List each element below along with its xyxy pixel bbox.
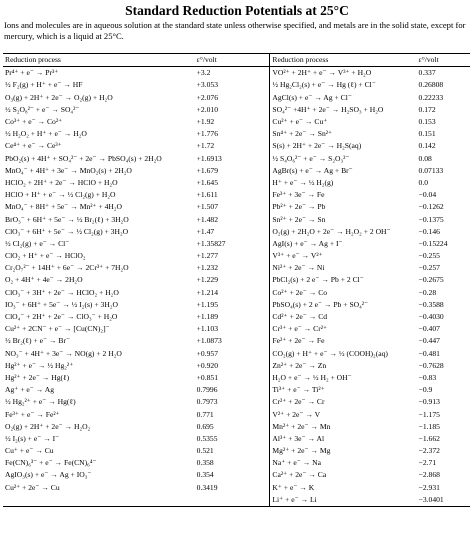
left-process-cell: MnO₄⁻ + 8H⁺ + 5e⁻ → Mn²⁺ + 4H₂O [5, 202, 123, 212]
right-process-cell: Ti³⁺ + e⁻ → Ti²⁺ [272, 385, 325, 395]
right-process-cell: Sn²⁺ + 2e⁻ → Sn [272, 214, 326, 224]
right-potential-cell: 0.142 [418, 141, 436, 151]
left-potential-cell: 0.7973 [195, 396, 270, 408]
right-process-cell: VO²⁺ + 2H⁺ + e⁻ → V³⁺ + H₂O [272, 68, 372, 78]
left-potential-cell: +1.72 [195, 140, 270, 152]
left-process-cell: Cu⁺ + e⁻ → Cu [5, 446, 54, 456]
table-row [3, 335, 470, 347]
table-row [3, 262, 470, 274]
left-potential-cell: +1.611 [195, 189, 270, 201]
left-potential-cell: +1.645 [195, 177, 270, 189]
right-potential-cell: −0.4030 [418, 312, 444, 322]
table-row [3, 348, 470, 360]
right-potential-cell: 0.0 [418, 177, 429, 187]
left-potential-cell: 0.5355 [195, 433, 270, 445]
right-process-cell: PbCl₂(s) + 2 e⁻ → Pb + 2 Cl⁻ [272, 275, 364, 285]
table-row [3, 67, 470, 80]
left-potential-cell: +1.214 [195, 287, 270, 299]
right-process-cell: H₂O + e⁻ → ½ H₂ + OH⁻ [272, 372, 352, 382]
right-process-cell: Al³⁺ + 3e⁻ → Al [272, 433, 325, 443]
right-potential-cell: 0.337 [418, 68, 436, 78]
right-process-cell: Ca²⁺ + 2e⁻ → Ca [272, 470, 327, 480]
right-process-cell: Li⁺ + e⁻ → Li [270, 494, 417, 507]
right-potential-cell: −0.04 [418, 190, 437, 200]
right-potential-cell: −0.28 [418, 287, 437, 297]
left-potential-cell: 0.354 [195, 469, 270, 481]
right-process-cell: Na⁺ + e⁻ → Na [272, 458, 321, 468]
right-process-cell: Mn²⁺ + 2e⁻ → Mn [272, 421, 331, 431]
table-row [3, 372, 470, 384]
table-row [3, 140, 470, 152]
left-potential-cell: +1.482 [195, 213, 270, 225]
right-potential-cell: −3.0401 [417, 494, 470, 507]
right-process-cell: Fe³⁺ + 3e⁻ → Fe [272, 190, 325, 200]
left-process-cell: ClO₄⁻ + 2H⁺ + 2e⁻ → ClO₃⁻ + H₂O [5, 312, 118, 322]
right-process-cell: Zn²⁺ + 2e⁻ → Zn [272, 360, 327, 370]
right-process-cell: Cd²⁺ + 2e⁻ → Cd [272, 312, 328, 322]
table-row [3, 213, 470, 225]
left-potential-cell: +0.851 [195, 372, 270, 384]
table-row [3, 299, 470, 311]
table-row [3, 482, 470, 494]
left-potential-cell: +1.6913 [195, 153, 270, 165]
table-row [3, 408, 470, 420]
right-process-cell: V³⁺ + e⁻ → V²⁺ [272, 251, 323, 261]
right-potential-cell: −0.255 [418, 251, 440, 261]
right-potential-cell: −0.1262 [418, 202, 444, 212]
right-potential-cell: −2.71 [418, 458, 437, 468]
left-process-cell: PbO₂(s) + 4H⁺ + SO₄²⁻ + 2e⁻ → PbSO₄(s) + 2H₂O [5, 153, 162, 163]
left-process-cell: Ag⁺ + e⁻ → Ag [5, 385, 54, 395]
right-potential-cell: −0.407 [418, 324, 440, 334]
left-process-cell: O₃(g) + 2H⁺ + 2e⁻ → O₂(g) + H₂O [5, 92, 113, 102]
left-potential-cell: +0.920 [195, 360, 270, 372]
left-process-cell: HClO + H⁺ + e⁻ → ½ Cl₂(g) + H₂O [5, 190, 116, 200]
table-row [3, 153, 470, 165]
right-process-cell: Sn⁴⁺ + 2e⁻ → Sn²⁺ [272, 129, 333, 139]
table-row [3, 396, 470, 408]
table-row [3, 494, 470, 507]
left-potential-cell: +1.189 [195, 311, 270, 323]
left-process-cell: BrO₃⁻ + 6H⁺ + 5e⁻ → ½ Br₂(ℓ) + 3H₂O [5, 214, 129, 224]
table-row [3, 79, 470, 91]
left-potential-cell: +1.35827 [195, 238, 270, 250]
left-process-cell: ½ Br₂(ℓ) + e⁻ → Br⁻ [5, 336, 70, 346]
right-potential-cell: 0.26808 [418, 80, 444, 90]
right-process-cell: SO₄²⁻ +4H⁺ + 2e⁻ → H₂SO₃ + H₂O [272, 104, 384, 114]
right-process-cell: ½ S₄O₆²⁻ + e⁻ → S₂O₃²⁻ [272, 153, 350, 163]
right-process-cell: O₂(g) + 2H₂O + 2e⁻ → H₂O₂ + 2 OH⁻ [272, 226, 391, 236]
left-process-cell: O₂(g) + 2H⁺ + 2e⁻ → H₂O₂ [5, 421, 91, 431]
left-process-cell: ½ Hg₂²⁺ + e⁻ → Hg(ℓ) [5, 397, 76, 407]
right-potential-cell: −1.662 [418, 433, 440, 443]
right-potential-cell: −0.257 [418, 263, 440, 273]
left-process-cell: Hg²⁺ + e⁻ → ½ Hg₂²⁺ [5, 360, 74, 370]
left-process-cell: O₂ + 4H⁺ + 4e⁻ → 2H₂O [5, 275, 83, 285]
table-header-row [3, 54, 470, 67]
right-potential-cell: −2.372 [418, 446, 440, 456]
right-process-cell: Cr³⁺ + e⁻ → Cr²⁺ [272, 324, 328, 334]
left-process-cell: ClO₃⁻ + 3H⁺ + 2e⁻ → HClO₂ + H₂O [5, 287, 119, 297]
right-potential-cell: −0.3588 [418, 299, 444, 309]
table-row [3, 128, 470, 140]
right-process-cell: S(s) + 2H⁺ + 2e⁻ → H₂S(aq) [272, 141, 362, 151]
reduction-potentials-table [3, 53, 470, 507]
left-process-cell: ½ S₂O₈²⁻ + e⁻ → SO₄²⁻ [5, 104, 80, 114]
right-potential-cell: 0.172 [418, 104, 436, 114]
right-potential-cell: −0.481 [418, 348, 440, 358]
left-potential-cell: +2.010 [195, 104, 270, 116]
left-process-cell: ½ Cl₂(g) + e⁻ → Cl⁻ [5, 238, 70, 248]
right-process-cell: ½ Hg₂Cl₂(s) + e⁻ → Hg (ℓ) + Cl⁻ [272, 80, 376, 90]
left-process-cell: ClO₃⁻ + 6H⁺ + 5e⁻ → ½ Cl₂(g) + 3H₂O [5, 226, 129, 236]
left-process-cell: IO₃⁻ + 6H⁺ + 5e⁻ → ½ I₂(s) + 3H₂O [5, 299, 118, 309]
left-potential-cell: +1.277 [195, 250, 270, 262]
right-potential-cell: −2.868 [418, 470, 440, 480]
document-title: Standard Reduction Potentials at 25°C [125, 3, 349, 18]
right-potential-cell: 0.153 [418, 117, 436, 127]
right-potential-cell: −0.447 [418, 336, 440, 346]
left-process-cell: AgIO₃(s) + e⁻ → Ag + IO₃⁻ [5, 470, 92, 480]
left-potential-cell: +1.103 [195, 323, 270, 335]
right-potential-cell: −0.7628 [418, 360, 444, 370]
left-potential-cell: +0.957 [195, 348, 270, 360]
table-row [3, 384, 470, 396]
table-row [3, 92, 470, 104]
header-process-left: Reduction process [3, 54, 195, 67]
left-process-cell: Cu²⁺ + 2CN⁻ + e⁻ → [Cu(CN)₂]⁻ [5, 324, 110, 334]
table-row [3, 250, 470, 262]
right-potential-cell: −0.15224 [418, 238, 448, 248]
right-process-cell: Mg²⁺ + 2e⁻ → Mg [272, 446, 331, 456]
right-potential-cell: −0.83 [418, 372, 437, 382]
right-process-cell: Ni²⁺ + 2e⁻ → Ni [272, 263, 325, 273]
left-potential-cell: 0.695 [195, 421, 270, 433]
left-process-cell: Fe(CN)₆³⁻ + e⁻ → Fe(CN)₆⁴⁻ [5, 458, 97, 468]
table-row [3, 201, 470, 213]
left-potential-cell: 0.358 [195, 457, 270, 469]
left-potential-cell: +3.2 [195, 67, 270, 80]
left-process-cell: ClO₂ + H⁺ + e⁻ → HClO₂ [5, 251, 86, 261]
left-potential-cell: +1.195 [195, 299, 270, 311]
right-potential-cell: −1.175 [418, 409, 440, 419]
left-potential-cell: 0.3419 [195, 482, 270, 494]
left-potential-cell: +1.92 [195, 116, 270, 128]
left-process-cell: ½ H₂O₂ + H⁺ + e⁻ → H₂O [5, 129, 87, 139]
table-row [3, 238, 470, 250]
left-process-cell: Cr₂O₇²⁻ + 14H⁺ + 6e⁻ → 2Cr³⁺ + 7H₂O [5, 263, 129, 273]
table-row [3, 457, 470, 469]
left-process-cell: HClO₂ + 2H⁺ + 2e⁻ → HClO + H₂O [5, 177, 118, 187]
table-row [3, 433, 470, 445]
right-process-cell: V²⁺ + 2e⁻ → V [272, 409, 321, 419]
left-process-cell: Hg²⁺ + 2e⁻ → Hg(ℓ) [5, 372, 70, 382]
left-potential-cell: +3.053 [195, 79, 270, 91]
left-potential-cell: +1.507 [195, 201, 270, 213]
left-potential-cell: +1.47 [195, 226, 270, 238]
left-potential-cell [195, 494, 270, 507]
right-process-cell: K⁺ + e⁻ → K [272, 482, 315, 492]
left-potential-cell: 0.521 [195, 445, 270, 457]
left-process-cell: Ce⁴⁺ + e⁻ → Ce³⁺ [5, 141, 62, 151]
right-process-cell: Co²⁺ + 2e⁻ → Co [272, 287, 328, 297]
right-process-cell: PbSO₄(s) + 2 e⁻ → Pb + SO₄²⁻ [272, 299, 369, 309]
right-potential-cell: −2.931 [418, 482, 440, 492]
left-potential-cell: +2.076 [195, 92, 270, 104]
table-row [3, 189, 470, 201]
table-row [3, 287, 470, 299]
right-process-cell: Fe²⁺ + 2e⁻ → Fe [272, 336, 325, 346]
table-row [3, 421, 470, 433]
right-process-cell: AgI(s) + e⁻ → Ag + I⁻ [272, 238, 343, 248]
left-process-cell: NO₃⁻ + 4H⁺ + 3e⁻ → NO(g) + 2 H₂O [5, 348, 122, 358]
right-potential-cell: −0.913 [418, 397, 440, 407]
right-potential-cell: 0.151 [418, 129, 436, 139]
table-row [3, 323, 470, 335]
left-process-cell: ½ I₂(s) + e⁻ → I⁻ [5, 433, 60, 443]
header-potential-left: ε°/volt [195, 54, 270, 67]
left-potential-cell: +1.679 [195, 165, 270, 177]
right-potential-cell: −0.146 [418, 226, 440, 236]
table-row [3, 104, 470, 116]
table-row [3, 469, 470, 481]
left-process-cell: Pr⁴⁺ + e⁻ → Pr³⁺ [5, 68, 59, 78]
right-process-cell: CO₂(g) + H⁺ + e⁻ → ½ (COOH)₂(aq) [272, 348, 388, 358]
left-potential-cell: 0.771 [195, 408, 270, 420]
left-process-cell: Cu²⁺ + 2e⁻ → Cu [5, 482, 60, 492]
table-row [3, 311, 470, 323]
left-potential-cell: +1.229 [195, 274, 270, 286]
left-process-cell: Fe³⁺ + e⁻ → Fe²⁺ [5, 409, 60, 419]
table-row [3, 165, 470, 177]
right-process-cell: Cr²⁺ + 2e⁻ → Cr [272, 397, 325, 407]
left-process-cell: Co³⁺ + e⁻ → Co²⁺ [5, 117, 63, 127]
left-potential-cell: +1.776 [195, 128, 270, 140]
table-row [3, 177, 470, 189]
left-potential-cell: +1.232 [195, 262, 270, 274]
right-process-cell: AgBr(s) + e⁻ → Ag + Br⁻ [272, 165, 353, 175]
right-process-cell: Pb²⁺ + 2e⁻ → Pb [272, 202, 326, 212]
right-process-cell: H⁺ + e⁻ → ½ H₂(g) [272, 177, 334, 187]
right-potential-cell: 0.22233 [418, 92, 444, 102]
table-row [3, 360, 470, 372]
table-row [3, 274, 470, 286]
right-potential-cell: 0.07133 [418, 165, 444, 175]
right-process-cell: Cu²⁺ + e⁻ → Cu⁺ [272, 117, 328, 127]
left-potential-cell: 0.7996 [195, 384, 270, 396]
left-potential-cell: +1.0873 [195, 335, 270, 347]
right-potential-cell: −0.9 [418, 385, 433, 395]
right-potential-cell: −0.2675 [418, 275, 444, 285]
right-process-cell: AgCl(s) + e⁻ → Ag + Cl⁻ [272, 92, 352, 102]
table-row [3, 116, 470, 128]
table-row [3, 226, 470, 238]
right-potential-cell: −0.1375 [418, 214, 444, 224]
header-process-right: Reduction process [270, 54, 417, 67]
right-potential-cell: 0.08 [418, 153, 432, 163]
header-potential-right: ε°/volt [417, 54, 470, 67]
table-row [3, 445, 470, 457]
right-potential-cell: −1.185 [418, 421, 440, 431]
left-process-cell: ½ F₂(g) + H⁺ + e⁻ → HF [5, 80, 83, 90]
left-process-cell: MnO₄⁻ + 4H⁺ + 3e⁻ → MnO₂(s) + 2H₂O [5, 165, 132, 175]
left-process-cell [3, 494, 195, 507]
intro-paragraph: Ions and molecules are in aqueous solution at the standard state unless otherwise specified, and metals are in the solid state, except for mercury, which is a liquid at 25°C. [4, 20, 466, 41]
